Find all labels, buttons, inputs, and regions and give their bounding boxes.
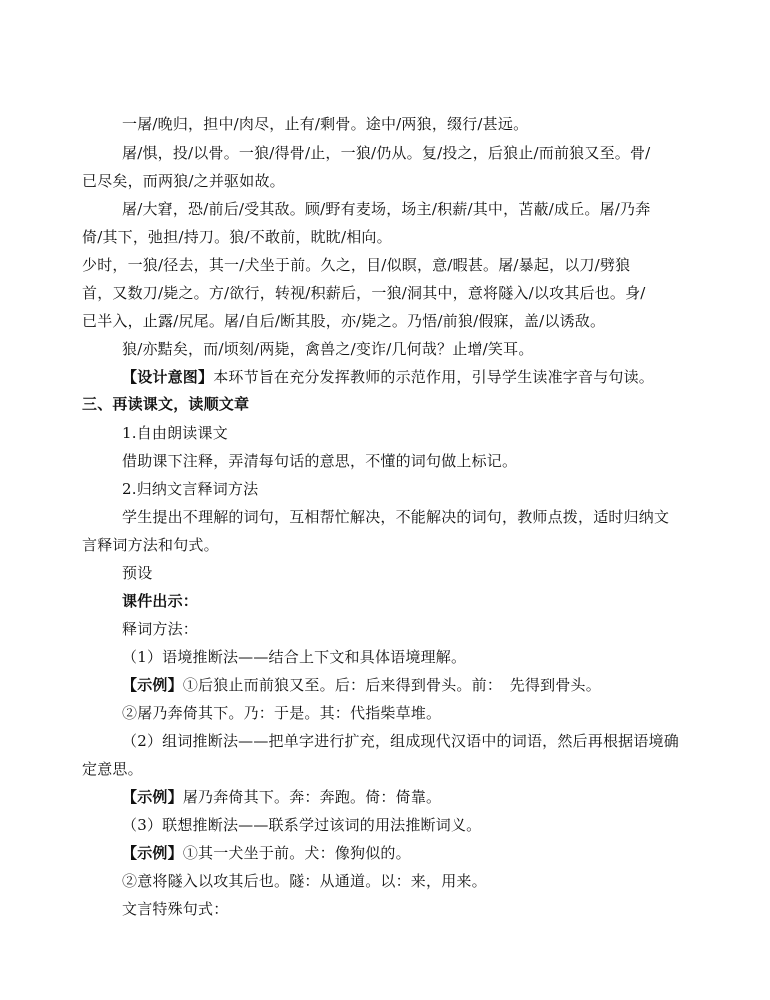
section-heading: 三、再读课文，读顺文章 [82, 395, 250, 413]
method-2-cont: 定意思。 [82, 760, 143, 778]
passage-line-5: 倚/其下，弛担/持刀。狼/不敢前，眈眈/相向。 [82, 228, 392, 246]
example-row [122, 843, 732, 863]
example-text: ②屠乃奔倚其下。乃：于是。其：代指柴草堆。 [122, 704, 442, 722]
passage-line-7: 首，又数刀/毙之。方/欲行，转视/积薪后，一狼/洞其中，意将隧入/以攻其后也。身/ [82, 284, 646, 302]
passage-line-9: 狼/亦黠矣，而/顷刻/两毙，禽兽之/变诈/几何哉？止增/笑耳。 [122, 340, 534, 358]
example-text: ①后狼止而前狼又至。后：后来得到骨头。前： 先得到骨头。 [182, 676, 601, 694]
preset-label: 预设 [122, 564, 153, 582]
example-label: 【示例】 [122, 788, 183, 806]
syntax-title: 文言特殊句式： [122, 900, 229, 918]
passage-line-2: 屠/惧，投/以骨。一狼/得骨/止，一狼/仍从。复/投之，后狼止/而前狼又至。骨/ [122, 144, 651, 162]
passage-line-6: 少时，一狼/径去，其一/犬坐于前。久之，目/似瞑，意/暇甚。屠/暴起，以刀/劈狼 [82, 256, 631, 274]
design-intent-text: 本环节旨在充分发挥教师的示范作用，引导学生读准字音与句读。 [213, 368, 655, 386]
example-row [122, 675, 732, 695]
passage-line-1: 一屠/晚归，担中/肉尽，止有/剩骨。途中/两狼，缀行/甚远。 [122, 115, 529, 133]
passage-line-3: 已尽矣，而两狼/之并驱如故。 [82, 172, 285, 190]
example-text: ①其一犬坐于前。犬：像狗似的。 [182, 844, 411, 862]
subheading-1: 1.自由朗读课文 [122, 424, 228, 442]
body-text: 借助课下注释，弄清每句话的意思，不懂的词句做上标记。 [122, 452, 518, 470]
courseware-label: 课件出示： [122, 592, 199, 610]
method-title: 释词方法： [122, 620, 199, 638]
design-intent [122, 367, 732, 387]
example-row [122, 787, 732, 807]
example-label: 【示例】 [122, 676, 183, 694]
example-text: ②意将隧入以攻其后也。隧：从通道。以：来，用来。 [122, 872, 487, 890]
body-text: 学生提出不理解的词句，互相帮忙解决，不能解决的词句，教师点拨，适时归纳文 [122, 508, 670, 526]
example-text: 屠乃奔倚其下。奔：奔跑。倚：倚靠。 [182, 788, 442, 806]
example-label: 【示例】 [122, 844, 183, 862]
method-3: （3）联想推断法——联系学过该词的用法推断词义。 [122, 816, 482, 834]
body-text: 言释词方法和句式。 [82, 536, 219, 554]
method-1: （1）语境推断法——结合上下文和具体语境理解。 [122, 648, 467, 666]
design-intent-label: 【设计意图】 [122, 368, 214, 386]
method-2: （2）组词推断法——把单字进行扩充，组成现代汉语中的词语，然后再根据语境确 [122, 732, 679, 750]
passage-line-8: 已半入，止露/尻尾。屠/自后/断其股，亦/毙之。乃悟/前狼/假寐，盖/以诱敌。 [82, 312, 606, 330]
subheading-2: 2.归纳文言释词方法 [122, 480, 259, 498]
passage-line-4: 屠/大窘，恐/前后/受其敌。顾/野有麦场，场主/积薪/其中，苫蔽/成丘。屠/乃奔 [122, 200, 651, 218]
